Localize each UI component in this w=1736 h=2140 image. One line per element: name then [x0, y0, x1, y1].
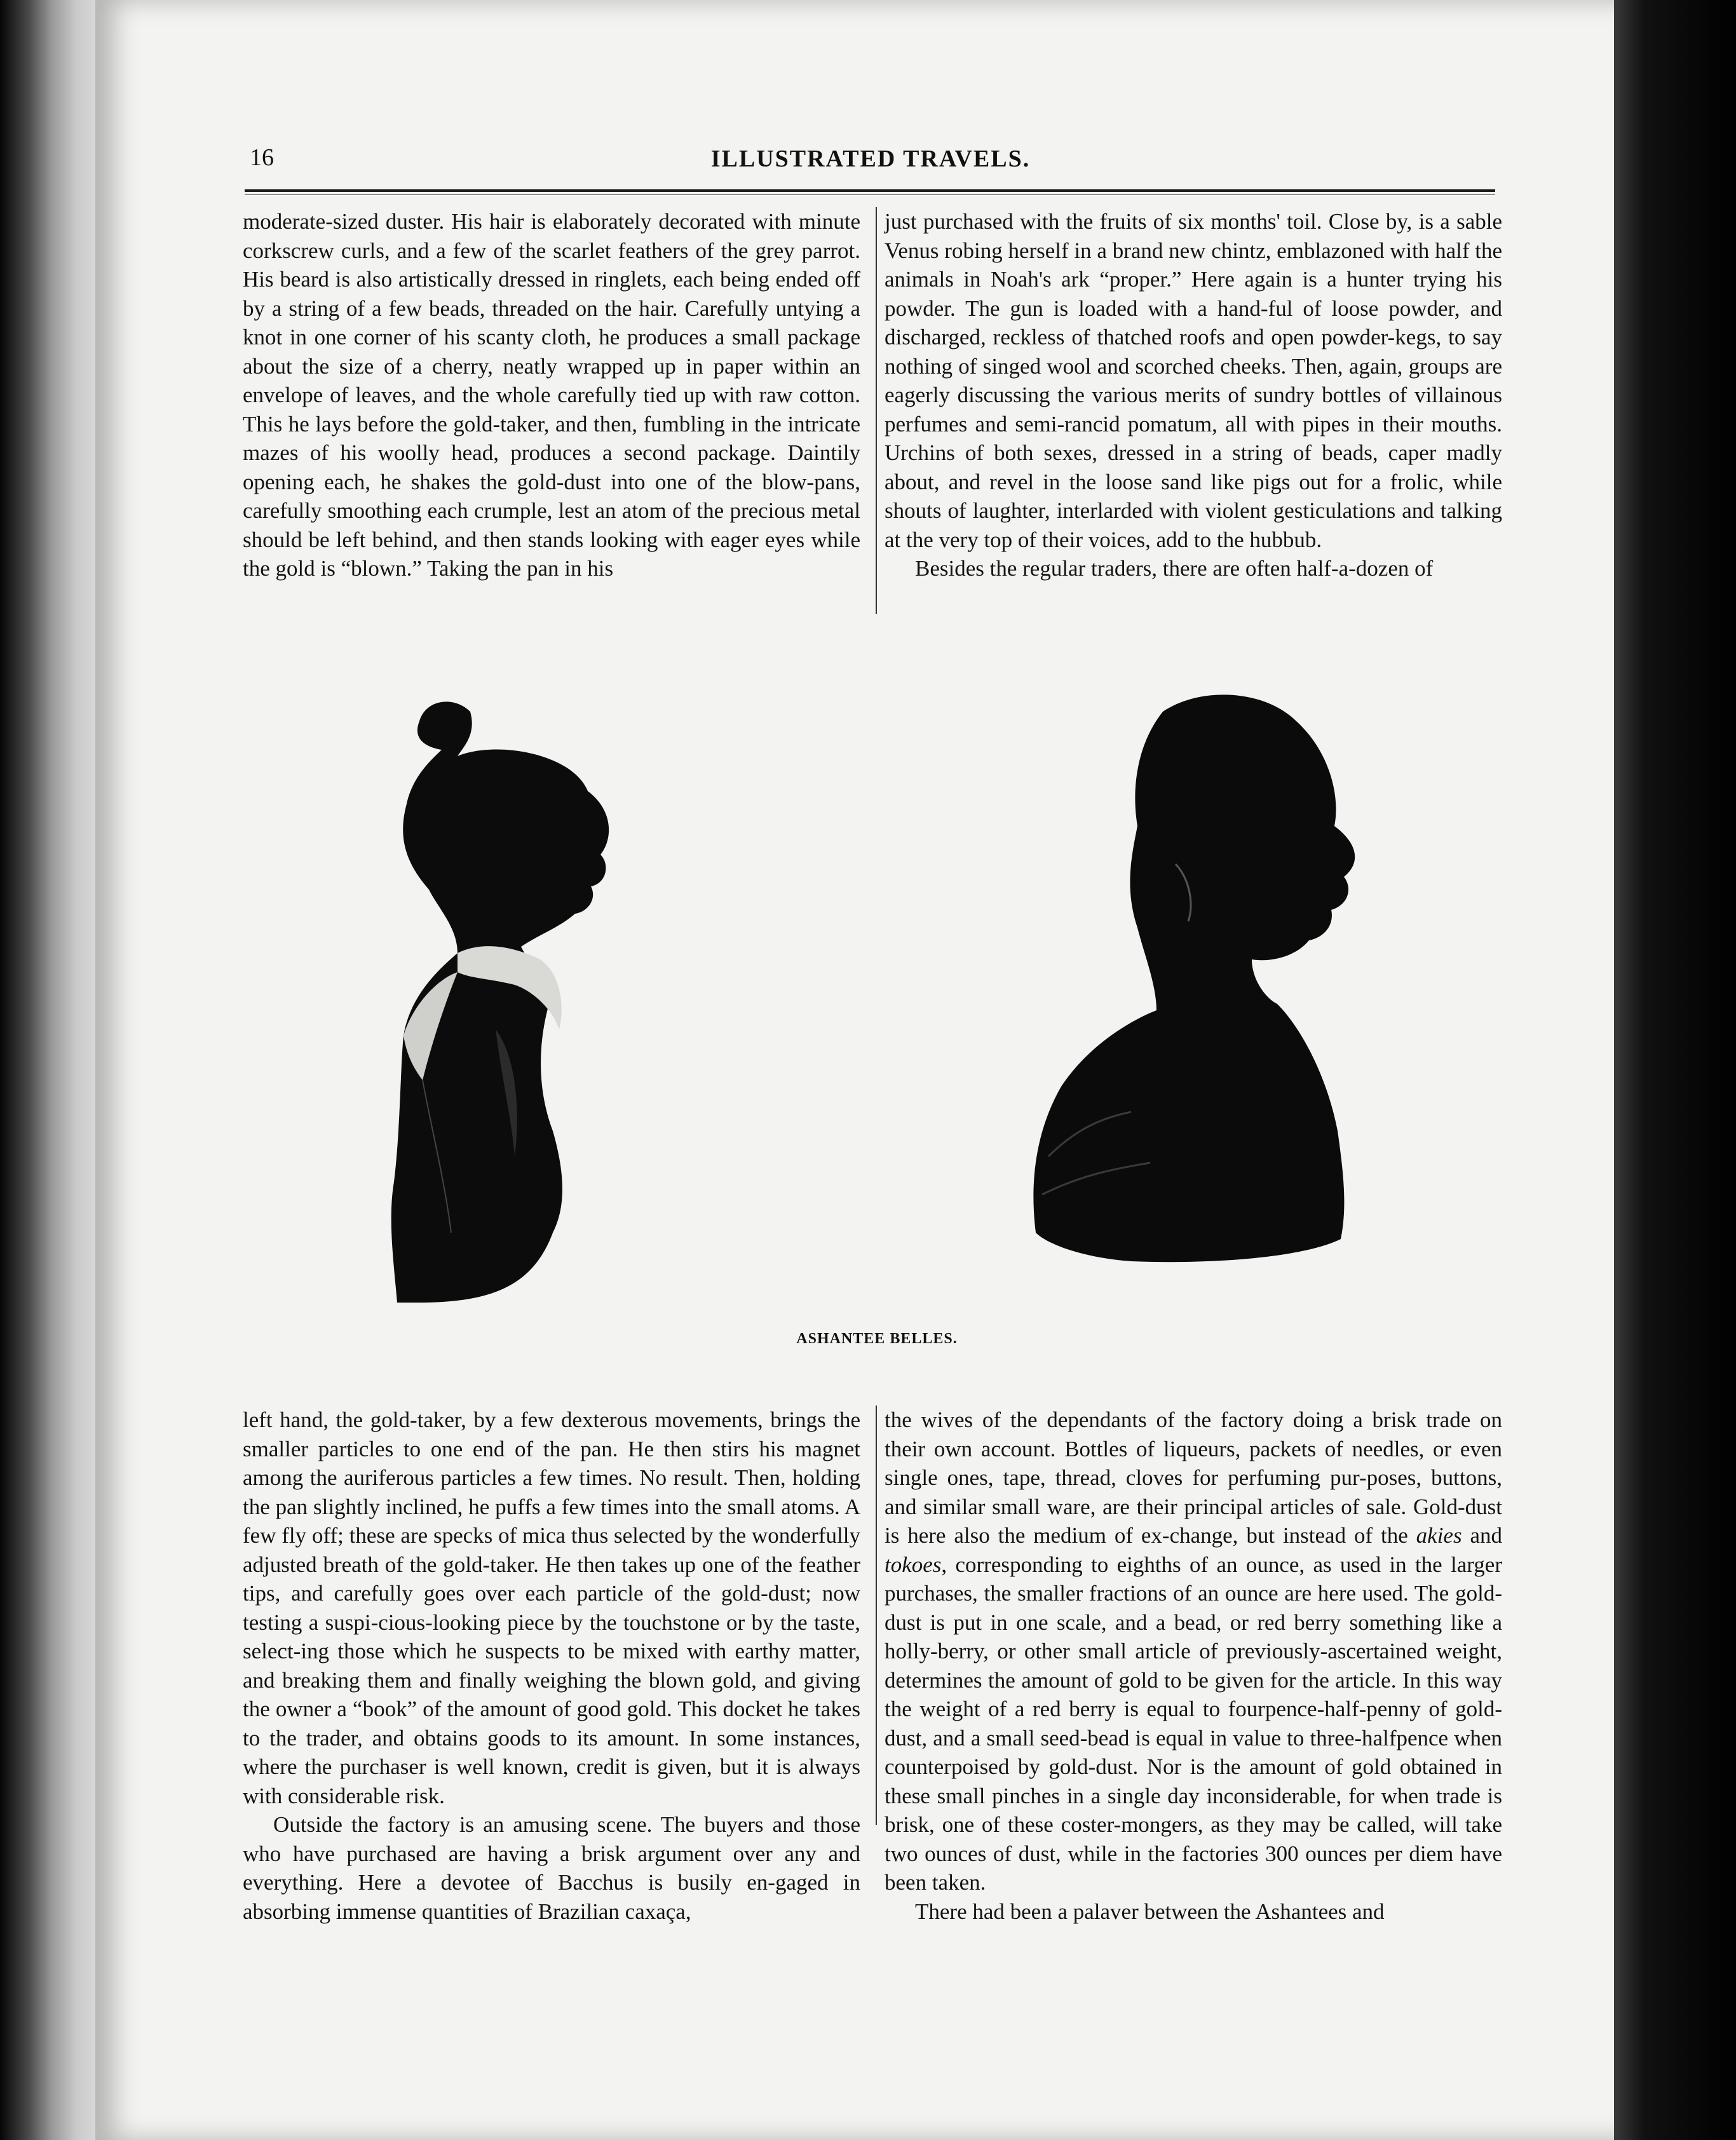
ashantee-belles-illustration	[286, 674, 1430, 1315]
top-left-column	[243, 207, 860, 583]
top-right-paragraph-2: Besides the regular traders, there are often half-a-dozen of	[915, 556, 1434, 581]
term-akies: akies	[1416, 1523, 1462, 1548]
column-rule-top	[876, 207, 877, 614]
left-portrait	[391, 701, 609, 1303]
bottom-right-column	[885, 1405, 1502, 1926]
right-portrait	[1033, 694, 1355, 1262]
bottom-right-paragraph	[885, 1405, 1502, 1897]
bottom-right-text-and: and	[1461, 1523, 1502, 1548]
book-binding-edge	[0, 0, 95, 2140]
page-number: 16	[250, 144, 274, 171]
header-rule	[245, 189, 1495, 192]
facing-page-shadow	[1614, 0, 1736, 2140]
column-rule-bottom	[876, 1405, 877, 1825]
bottom-right-paragraph-2: There had been a palaver between the Ashantees and	[915, 1899, 1385, 1924]
top-left-paragraph: moderate-sized duster. His hair is elaborately decorated with minute corkscrew curls, and a few of the scarlet feathers of the grey parrot. His beard is also artistically dressed in ringlets, each being ended off by a string of a few beads, threaded on the hair. Carefully untying a knot in one corner of his scanty cloth, he produces a small package about the size of a cherry, neatly wrapped up in paper within an envelope of leaves, and the whole carefully tied up with raw cotton. This he lays before the gold-taker, and then, fumbling in the intricate mazes of his woolly head, produces a second package. Daintily opening each, he shakes the gold-dust into one of the blow-pans, carefully smoothing each crumple, lest an atom of the precious metal should be left behind, and then stands looking with eager eyes while the gold is “blown.” Taking the pan in his	[243, 209, 860, 581]
top-right-paragraph: just purchased with the fruits of six months' toil. Close by, is a sable Venus robing herself in a brand new chintz, emblazoned with half the animals in Noah's ark “proper.” Here again is a hunter trying his powder. The gun is loaded with a hand-ful of loose powder, and discharged, reckless of thatched roofs and open powder-kegs, to say nothing of singed wool and scorched cheeks. Then, again, groups are eagerly discussing the various merits of sundry bottles of villainous perfumes and semi-rancid pomatum, all with pipes in their mouths. Urchins of both sexes, dressed in a string of beads, caper madly about, and revel in the loose sand like pigs out for a frolic, while shouts of laughter, interlarded with violent gesticulations and talking at the very top of their voices, add to the hubbub.	[885, 209, 1502, 552]
figure-caption: ASHANTEE BELLES.	[796, 1331, 958, 1347]
top-right-column	[885, 207, 1502, 583]
bottom-right-text-a: the wives of the dependants of the factory doing a brisk trade on their own account. Bottles of liqueurs, packets of needles, or even single ones, tape, thread, cloves for perfuming pur-poses, buttons, and similar small ware, are their principal articles of sale. Gold-dust is here also the medium of ex-change, but instead of the	[885, 1407, 1502, 1548]
header-rule-thin	[245, 194, 1495, 195]
running-title: ILLUSTRATED TRAVELS.	[710, 146, 1031, 172]
bottom-left-paragraph: left hand, the gold-taker, by a few dexterous movements, brings the smaller particles to one end of the pan. He then stirs his magnet among the auriferous particles a few times. No result. Then, holding the pan slightly inclined, he puffs a few times into the small atoms. A few fly off; these are specks of mica thus selected by the wonderfully adjusted breath of the gold-taker. He then takes up one of the feather tips, and carefully goes over each particle of the gold-dust; now testing a suspi-cious-looking piece by the touchstone or by the taste, select-ing those which he suspects to be mixed with earthy matter, and breaking them and finally weighing the blown gold, and giving the owner a “book” of the amount of good gold. This docket he takes to the trader, and obtains goods to its amount. In some instances, where the purchaser is well known, credit is given, but it is always with considerable risk.	[243, 1407, 860, 1808]
bottom-left-paragraph-2: Outside the factory is an amusing scene. The buyers and those who have purchased are having a brisk argument over any and everything. Here a devotee of Bacchus is busily en-gaged in absorbing immense quantities of Brazilian caxaça,	[243, 1812, 860, 1924]
bottom-right-text-b: , corresponding to eighths of an ounce, as used in the larger purchases, the smaller fractions of an ounce are here used. The gold-dust is put in one scale, and a bead, or red berry something like a holly-berry, or other small article of previously-ascertained weight, determines the amount of gold to be given for the article. In this way the weight of a red berry is equal to fourpence-half-penny of gold-dust, and a small seed-bead is equal in value to three-halfpence when counterpoised by gold-dust. Nor is the amount of gold obtained in these small pinches in a single day inconsiderable, for when trade is brisk, one of these coster-mongers, as they may be called, will take two ounces of dust, while in the factories 300 ounces per diem have been taken.	[885, 1552, 1502, 1895]
term-tokoes: tokoes	[885, 1552, 942, 1577]
bottom-left-column	[243, 1405, 860, 1926]
